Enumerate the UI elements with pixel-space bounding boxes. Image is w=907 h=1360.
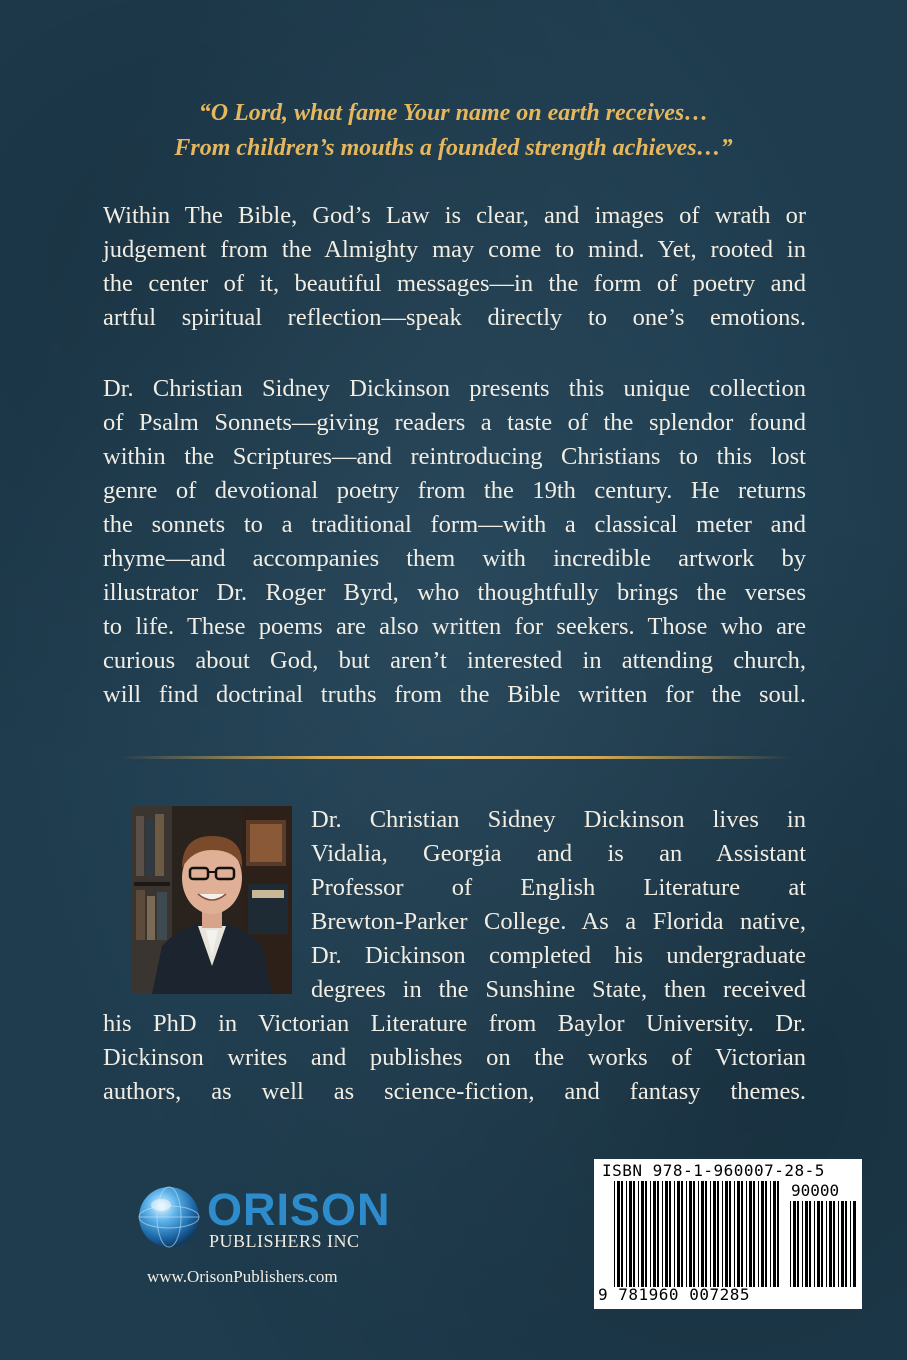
author-bio-full-width: [103, 1007, 806, 1109]
text-line: will find doctrinal truths from the Bible written for the soul.: [103, 681, 806, 708]
quote-line-2: From children’s mouths a founded strength achieves…”: [174, 135, 733, 161]
publisher-name: ORISON: [207, 1184, 391, 1235]
description-paragraph-2: [103, 372, 806, 712]
gold-divider: [120, 756, 790, 759]
author-bio-beside-photo: [311, 803, 806, 1007]
text-line: Dickinson writes and publishes on the works of Victorian: [103, 1044, 806, 1071]
globe-icon: [135, 1185, 203, 1253]
text-line: Brewton-Parker College. As a Florida native,: [311, 908, 806, 935]
text-line: to life. These poems are also written for seekers. Those who are: [103, 613, 806, 640]
quote-line-1: “O Lord, what fame Your name on earth receives…: [198, 100, 709, 126]
text-line: rhyme—and accompanies them with incredible artwork by: [103, 545, 806, 572]
author-photo: [132, 806, 292, 994]
text-line: curious about God, but aren’t interested in attending church,: [103, 647, 806, 674]
price-code: 90000: [791, 1181, 840, 1200]
ean-digits: 9 781960 007285: [598, 1285, 750, 1304]
text-line: the sonnets to a traditional form—with a classical meter and: [103, 511, 806, 538]
text-line: within the Scriptures—and reintroducing Christians to this lost: [103, 443, 806, 470]
text-line: of Psalm Sonnets—giving readers a taste of the splendor found: [103, 409, 806, 436]
text-line: authors, as well as science-fiction, and fantasy themes.: [103, 1078, 806, 1105]
text-line: artful spiritual reflection—speak directly to one’s emotions.: [103, 304, 806, 331]
publisher-subtitle: PUBLISHERS INC: [209, 1231, 360, 1251]
text-line: Dr. Christian Sidney Dickinson lives in: [311, 806, 806, 833]
text-line: degrees in the Sunshine State, then received: [311, 976, 806, 1003]
text-line: genre of devotional poetry from the 19th century. He returns: [103, 477, 806, 504]
publisher-logo: [135, 1185, 405, 1295]
text-line: illustrator Dr. Roger Byrd, who thoughtfully brings the verses: [103, 579, 806, 606]
text-line: Professor of English Literature at: [311, 874, 806, 901]
isbn-label: ISBN 978-1-960007-28-5: [602, 1161, 825, 1180]
text-line: the center of it, beautiful messages—in the form of poetry and: [103, 270, 806, 297]
text-line: Vidalia, Georgia and is an Assistant: [311, 840, 806, 867]
publisher-url: www.OrisonPublishers.com: [147, 1267, 338, 1286]
text-line: Dr. Dickinson completed his undergraduate: [311, 942, 806, 969]
text-line: Within The Bible, God’s Law is clear, and images of wrath or: [103, 202, 806, 229]
text-line: judgement from the Almighty may come to mind. Yet, rooted in: [103, 236, 806, 263]
description-paragraph-1: [103, 199, 806, 335]
epigraph-quote: [0, 96, 907, 166]
text-line: his PhD in Victorian Literature from Baylor University. Dr.: [103, 1010, 806, 1037]
text-line: Dr. Christian Sidney Dickinson presents this unique collection: [103, 375, 806, 402]
isbn-barcode: [594, 1159, 862, 1309]
